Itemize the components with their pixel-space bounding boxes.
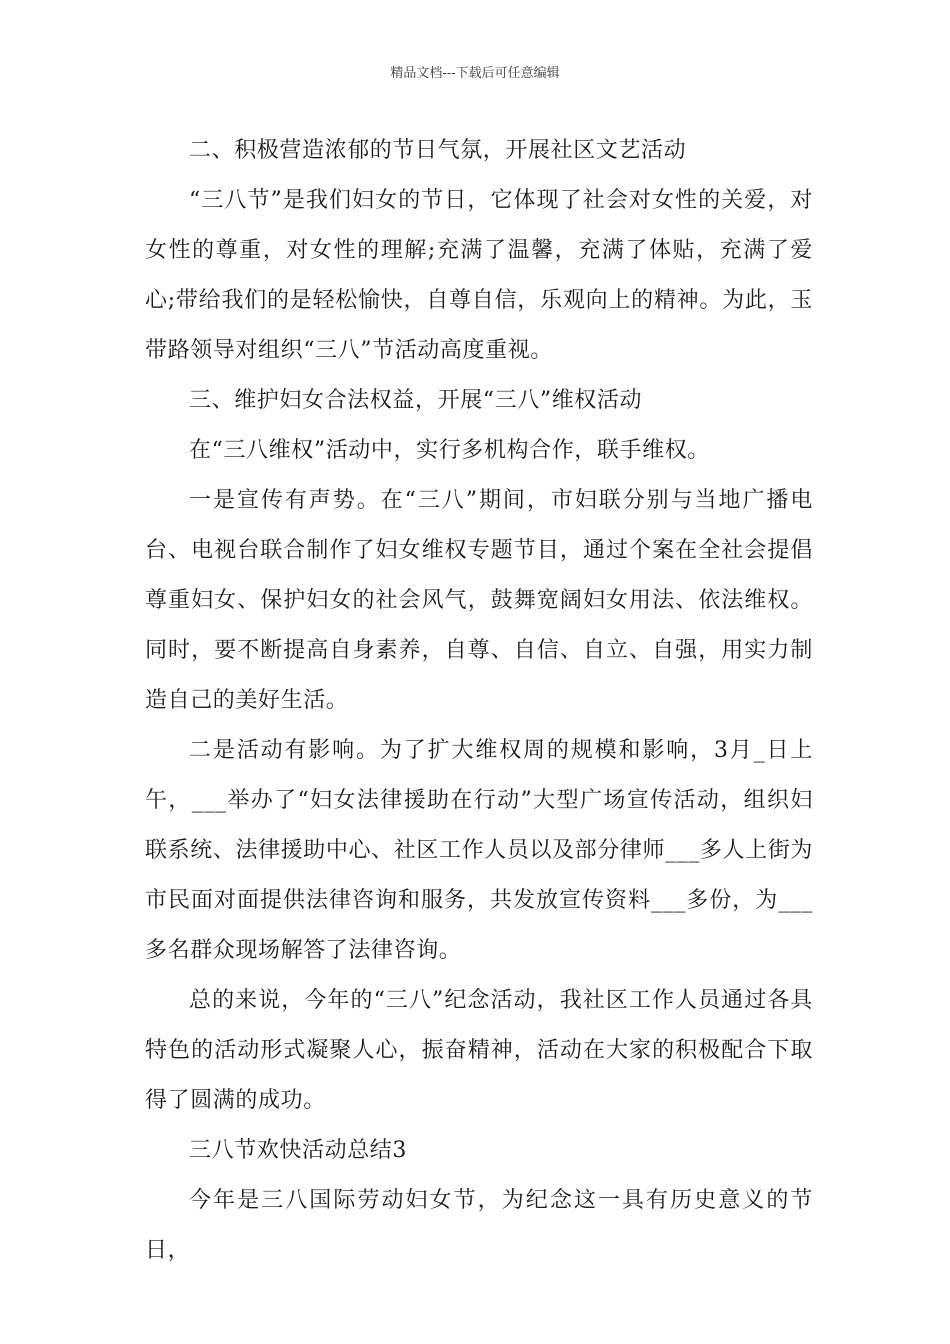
paragraph-intro-3: 今年是三八国际劳动妇女节，为纪念这一具有历史意义的节日，: [145, 1188, 813, 1263]
paragraph-publicity: 一是宣传有声势。在“三八”期间，市妇联分别与当地广播电台、电视台联合制作了妇女维权专题节目，通过个案在全社会提倡尊重妇女、保护妇女的社会风气，鼓舞宽阔妇女用法、依法维权。同时，要不断提高自身素养，自尊、自信、自立、自强，用实力制造自己的美好生活。: [145, 488, 813, 713]
section-heading-2: 二、积极营造浓郁的节日气氛，开展社区文艺活动: [189, 138, 687, 163]
document-body: [145, 126, 813, 1276]
article-title-3: 三八节欢快活动总结3: [189, 1138, 407, 1163]
paragraph-summary: 总的来说，今年的“三八”纪念活动，我社区工作人员通过各具特色的活动形式凝聚人心，振奋精神，活动在大家的积极配合下取得了圆满的成功。: [145, 988, 813, 1113]
paragraph-rights-cooperation: 在“三八维权”活动中，实行多机构合作，联手维权。: [189, 438, 710, 463]
paragraph-womens-day-meaning: “三八节”是我们妇女的节日，它体现了社会对女性的关爱，对女性的尊重，对女性的理解;充满了温馨，充满了体贴，充满了爱心;带给我们的是轻松愉快，自尊自信，乐观向上的精神。为此，玉带路领导对组织“三八”节活动高度重视。: [145, 188, 813, 363]
page-header: 精品文档---下载后可任意编辑: [390, 66, 560, 81]
paragraph-activity-impact: 二是活动有影响。为了扩大维权周的规模和影响，3月_日上午，___举办了“妇女法律援助在行动”大型广场宣传活动，组织妇联系统、法律援助中心、社区工作人员以及部分律师___多人上街为市民面对面提供法律咨询和服务，共发放宣传资料___多份，为___多名群众现场解答了法律咨询。: [145, 738, 813, 963]
section-heading-3: 三、维护妇女合法权益，开展“三八”维权活动: [189, 388, 643, 413]
